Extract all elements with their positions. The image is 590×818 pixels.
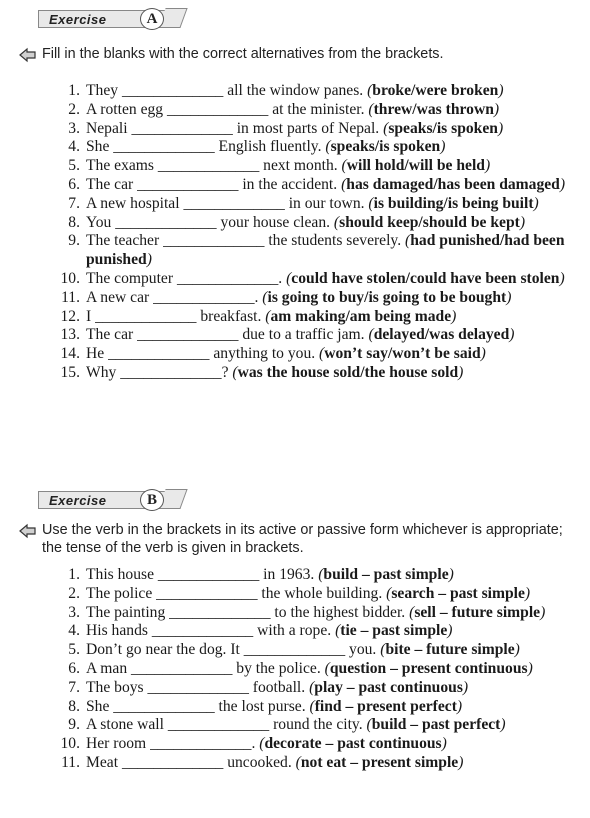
bracket-close: ) bbox=[559, 175, 566, 193]
item-options: has damaged/has been damaged bbox=[346, 175, 560, 193]
item-options: was the house sold/the house sold bbox=[237, 363, 459, 381]
item-options: sell – future simple bbox=[414, 603, 541, 621]
answer-blank: _____________ bbox=[115, 213, 217, 231]
item-text: The car bbox=[86, 175, 138, 193]
bracket-close: ) bbox=[448, 566, 454, 583]
bracket-open: ( bbox=[262, 288, 268, 306]
answer-blank: _____________ bbox=[150, 735, 252, 753]
item-options: build – past simple bbox=[323, 566, 449, 583]
item-text: all the window panes. bbox=[223, 82, 368, 99]
answer-blank: _____________ bbox=[121, 753, 224, 771]
bracket-close: ) bbox=[451, 307, 457, 325]
bracket-open: ( bbox=[383, 119, 389, 137]
item-number: 11. bbox=[61, 288, 80, 306]
list-item bbox=[58, 641, 583, 660]
item-number: 1. bbox=[68, 82, 80, 99]
item-options: delayed/was delayed bbox=[373, 326, 510, 344]
answer-blank: _____________ bbox=[157, 566, 260, 583]
item-options: is building/is being built bbox=[373, 194, 534, 212]
bracket-open: ( bbox=[259, 735, 265, 753]
item-text: due to a traffic jam. bbox=[238, 326, 369, 344]
exercise-a-list bbox=[58, 82, 583, 383]
instruction-text: Use the verb in the brackets in its active or passive form whichever is appropriate; the tense of the verb is given in brackets. bbox=[42, 522, 563, 556]
answer-blank: _____________ bbox=[131, 659, 233, 677]
bracket-open: ( bbox=[286, 269, 292, 287]
item-text: at the minister. bbox=[268, 100, 369, 118]
list-item bbox=[58, 270, 583, 289]
item-text: next month. bbox=[259, 157, 342, 175]
item-number: 14. bbox=[60, 345, 80, 363]
exercise-a-instruction bbox=[18, 45, 578, 63]
item-text: breakfast. bbox=[196, 307, 266, 325]
bracket-open: ( bbox=[295, 753, 301, 771]
exercise-b-list bbox=[58, 566, 583, 773]
list-item bbox=[58, 232, 583, 270]
item-number: 11. bbox=[61, 753, 80, 771]
item-text: ? bbox=[221, 363, 233, 381]
item-number: 7. bbox=[68, 678, 80, 696]
hand-pointer-icon bbox=[18, 522, 38, 540]
item-number: 9. bbox=[68, 232, 80, 250]
answer-blank: _____________ bbox=[137, 175, 239, 193]
item-text: The police bbox=[86, 584, 157, 602]
item-text: in the accident. bbox=[238, 175, 342, 193]
answer-blank: _____________ bbox=[113, 697, 215, 715]
item-number: 15. bbox=[60, 363, 80, 381]
exercise-b-label: Exercise bbox=[38, 491, 166, 509]
list-item bbox=[58, 101, 583, 120]
item-options: play – past continuous bbox=[314, 678, 463, 696]
item-number: 13. bbox=[60, 326, 80, 344]
item-options: is going to buy/is going to be bought bbox=[267, 288, 507, 306]
bracket-open: ( bbox=[309, 678, 315, 696]
item-text: He bbox=[86, 345, 109, 363]
list-item bbox=[58, 289, 583, 308]
bracket-open: ( bbox=[367, 82, 373, 99]
bracket-open: ( bbox=[366, 716, 372, 734]
item-text: This house bbox=[86, 566, 158, 583]
item-number: 6. bbox=[68, 175, 80, 193]
list-item bbox=[58, 176, 583, 195]
list-item bbox=[58, 679, 583, 698]
answer-blank: _____________ bbox=[121, 82, 224, 99]
item-text: You bbox=[86, 213, 116, 231]
bracket-close: ) bbox=[497, 119, 504, 137]
item-text: by the police. bbox=[232, 659, 325, 677]
item-text: The teacher bbox=[86, 232, 164, 250]
item-text: . bbox=[251, 735, 260, 753]
item-text: Don’t go near the dog. It bbox=[86, 641, 244, 659]
item-text: football. bbox=[248, 678, 310, 696]
list-item bbox=[58, 345, 583, 364]
item-options: build – past perfect bbox=[371, 716, 501, 734]
list-item bbox=[58, 308, 583, 327]
instruction-text: Fill in the blanks with the correct alternatives from the brackets. bbox=[42, 46, 444, 62]
answer-blank: _____________ bbox=[147, 678, 249, 696]
item-text: in our town. bbox=[284, 194, 369, 212]
item-text: the whole building. bbox=[257, 584, 387, 602]
item-text: . bbox=[278, 269, 287, 287]
item-text: A new hospital bbox=[86, 194, 184, 212]
bracket-open: ( bbox=[368, 326, 374, 344]
item-text: The car bbox=[86, 326, 138, 344]
item-text: His hands bbox=[86, 622, 152, 640]
bracket-close: ) bbox=[447, 622, 453, 640]
answer-blank: _____________ bbox=[137, 326, 239, 344]
answer-blank: _____________ bbox=[113, 138, 215, 156]
item-text: Nepali bbox=[86, 119, 132, 137]
bracket-close: ) bbox=[493, 100, 500, 118]
bracket-close: ) bbox=[440, 138, 446, 156]
item-options: won’t say/won’t be said bbox=[324, 345, 481, 363]
item-options: should keep/should be kept bbox=[339, 213, 520, 231]
item-number: 4. bbox=[68, 622, 80, 640]
item-text: I bbox=[86, 307, 96, 325]
exercise-a-tag bbox=[38, 8, 198, 30]
item-text: Why bbox=[86, 363, 121, 381]
item-text: in 1963. bbox=[259, 566, 319, 583]
item-options: will hold/will be held bbox=[346, 157, 485, 175]
bracket-open: ( bbox=[318, 566, 324, 583]
bracket-open: ( bbox=[319, 345, 325, 363]
answer-blank: _____________ bbox=[131, 119, 233, 137]
exercise-b-tag bbox=[38, 489, 198, 511]
answer-blank: _____________ bbox=[243, 641, 346, 659]
item-text: The exams bbox=[86, 157, 158, 175]
exercise-a-label: Exercise bbox=[38, 10, 166, 28]
answer-blank: _____________ bbox=[157, 157, 260, 175]
bracket-close: ) bbox=[533, 194, 539, 212]
item-options: question – present continuous bbox=[329, 659, 528, 677]
answer-blank: _____________ bbox=[166, 100, 269, 118]
hand-pointer-icon bbox=[18, 46, 38, 64]
item-number: 1. bbox=[68, 566, 80, 583]
bracket-open: ( bbox=[325, 138, 331, 156]
answer-blank: _____________ bbox=[108, 345, 210, 363]
item-text: to the highest bidder. bbox=[270, 603, 410, 621]
list-item bbox=[58, 754, 583, 773]
item-options: could have stolen/could have been stolen bbox=[291, 269, 560, 287]
list-item bbox=[58, 214, 583, 233]
answer-blank: _____________ bbox=[153, 288, 255, 306]
item-text: A stone wall bbox=[86, 716, 168, 734]
answer-blank: _____________ bbox=[151, 622, 254, 640]
bracket-close: ) bbox=[480, 345, 486, 363]
item-text: uncooked. bbox=[223, 753, 296, 771]
list-item bbox=[58, 364, 583, 383]
bracket-close: ) bbox=[519, 213, 526, 231]
bracket-close: ) bbox=[498, 82, 504, 99]
list-item bbox=[58, 326, 583, 345]
bracket-close: ) bbox=[509, 326, 515, 344]
list-item bbox=[58, 120, 583, 139]
item-options: find – present perfect bbox=[314, 697, 457, 715]
item-number: 4. bbox=[68, 138, 80, 156]
item-number: 2. bbox=[68, 100, 80, 118]
item-text: Meat bbox=[86, 753, 122, 771]
bracket-open: ( bbox=[405, 232, 411, 250]
item-number: 9. bbox=[68, 716, 80, 734]
list-item bbox=[58, 585, 583, 604]
list-item bbox=[58, 660, 583, 679]
item-text: anything to you. bbox=[209, 345, 320, 363]
list-item bbox=[58, 698, 583, 717]
exercise-b-instruction bbox=[18, 521, 578, 557]
item-options: bite – future simple bbox=[385, 641, 515, 659]
list-item bbox=[58, 622, 583, 641]
bracket-open: ( bbox=[409, 603, 415, 621]
bracket-open: ( bbox=[386, 584, 392, 602]
list-item bbox=[58, 735, 583, 754]
item-number: 2. bbox=[68, 584, 80, 602]
bracket-open: ( bbox=[380, 641, 386, 659]
item-text: They bbox=[86, 82, 122, 99]
item-options: search – past simple bbox=[391, 584, 525, 602]
item-text: round the city. bbox=[269, 716, 367, 734]
bracket-open: ( bbox=[324, 659, 330, 677]
item-text: The computer bbox=[86, 269, 177, 287]
item-text: The boys bbox=[86, 678, 148, 696]
item-number: 10. bbox=[60, 735, 80, 753]
item-number: 7. bbox=[68, 194, 80, 212]
item-text: Her room bbox=[86, 735, 151, 753]
bracket-open: ( bbox=[335, 622, 341, 640]
answer-blank: _____________ bbox=[183, 194, 285, 212]
bracket-open: ( bbox=[368, 100, 374, 118]
bracket-close: ) bbox=[441, 735, 447, 753]
list-item bbox=[58, 566, 583, 585]
item-text: A man bbox=[86, 659, 132, 677]
exercise-b-letter: B bbox=[140, 489, 164, 511]
item-options: decorate – past continuous bbox=[264, 735, 442, 753]
item-number: 12. bbox=[60, 307, 80, 325]
item-text: The painting bbox=[86, 603, 170, 621]
bracket-open: ( bbox=[309, 697, 315, 715]
item-text: the students severely. bbox=[264, 232, 406, 250]
item-options: speaks/is spoken bbox=[330, 138, 441, 156]
item-options: am making/am being made bbox=[270, 307, 452, 325]
answer-blank: _____________ bbox=[169, 603, 271, 621]
item-text: A rotten egg bbox=[86, 100, 167, 118]
answer-blank: _____________ bbox=[167, 716, 270, 734]
item-number: 5. bbox=[68, 641, 80, 659]
exercise-a-letter: A bbox=[140, 8, 164, 30]
list-item bbox=[58, 157, 583, 176]
item-options: threw/was thrown bbox=[373, 100, 494, 118]
item-text: the lost purse. bbox=[214, 697, 310, 715]
bracket-close: ) bbox=[456, 697, 463, 715]
item-number: 10. bbox=[60, 269, 80, 287]
item-text: A new car bbox=[86, 288, 154, 306]
answer-blank: _____________ bbox=[176, 269, 279, 287]
bracket-close: ) bbox=[500, 716, 506, 734]
answer-blank: _____________ bbox=[120, 363, 222, 381]
item-options: not eat – present simple bbox=[300, 753, 459, 771]
list-item bbox=[58, 138, 583, 157]
item-number: 8. bbox=[68, 213, 80, 231]
item-text: with a rope. bbox=[253, 622, 336, 640]
bracket-close: ) bbox=[462, 678, 469, 696]
answer-blank: _____________ bbox=[156, 584, 258, 602]
bracket-close: ) bbox=[458, 363, 464, 381]
bracket-open: ( bbox=[232, 363, 238, 381]
item-text: She bbox=[86, 697, 114, 715]
bracket-open: ( bbox=[333, 213, 340, 231]
list-item bbox=[58, 604, 583, 623]
bracket-close: ) bbox=[559, 269, 565, 287]
bracket-open: ( bbox=[341, 175, 347, 193]
bracket-close: ) bbox=[506, 288, 512, 306]
item-number: 3. bbox=[68, 603, 80, 621]
bracket-close: ) bbox=[524, 584, 531, 602]
bracket-close: ) bbox=[484, 157, 491, 175]
bracket-close: ) bbox=[514, 641, 520, 659]
item-options: tie – past simple bbox=[340, 622, 448, 640]
item-text: your house clean. bbox=[216, 213, 334, 231]
item-text: you. bbox=[345, 641, 381, 659]
item-options: broke/were broken bbox=[372, 82, 499, 99]
bracket-close: ) bbox=[146, 251, 152, 269]
item-text: She bbox=[86, 138, 114, 156]
answer-blank: _____________ bbox=[95, 307, 197, 325]
item-number: 3. bbox=[68, 119, 80, 137]
item-number: 6. bbox=[68, 659, 80, 677]
bracket-open: ( bbox=[265, 307, 271, 325]
item-text: English fluently. bbox=[214, 138, 326, 156]
item-number: 5. bbox=[68, 157, 80, 175]
bracket-open: ( bbox=[341, 157, 347, 175]
answer-blank: _____________ bbox=[163, 232, 265, 250]
item-text: in most parts of Nepal. bbox=[232, 119, 384, 137]
list-item bbox=[58, 82, 583, 101]
item-text: . bbox=[254, 288, 263, 306]
list-item bbox=[58, 716, 583, 735]
bracket-close: ) bbox=[458, 753, 464, 771]
bracket-close: ) bbox=[527, 659, 533, 677]
item-number: 8. bbox=[68, 697, 80, 715]
list-item bbox=[58, 195, 583, 214]
bracket-open: ( bbox=[368, 194, 374, 212]
item-options: speaks/is spoken bbox=[388, 119, 498, 137]
item-options: had punished/had been punished bbox=[86, 232, 565, 269]
bracket-close: ) bbox=[540, 603, 546, 621]
